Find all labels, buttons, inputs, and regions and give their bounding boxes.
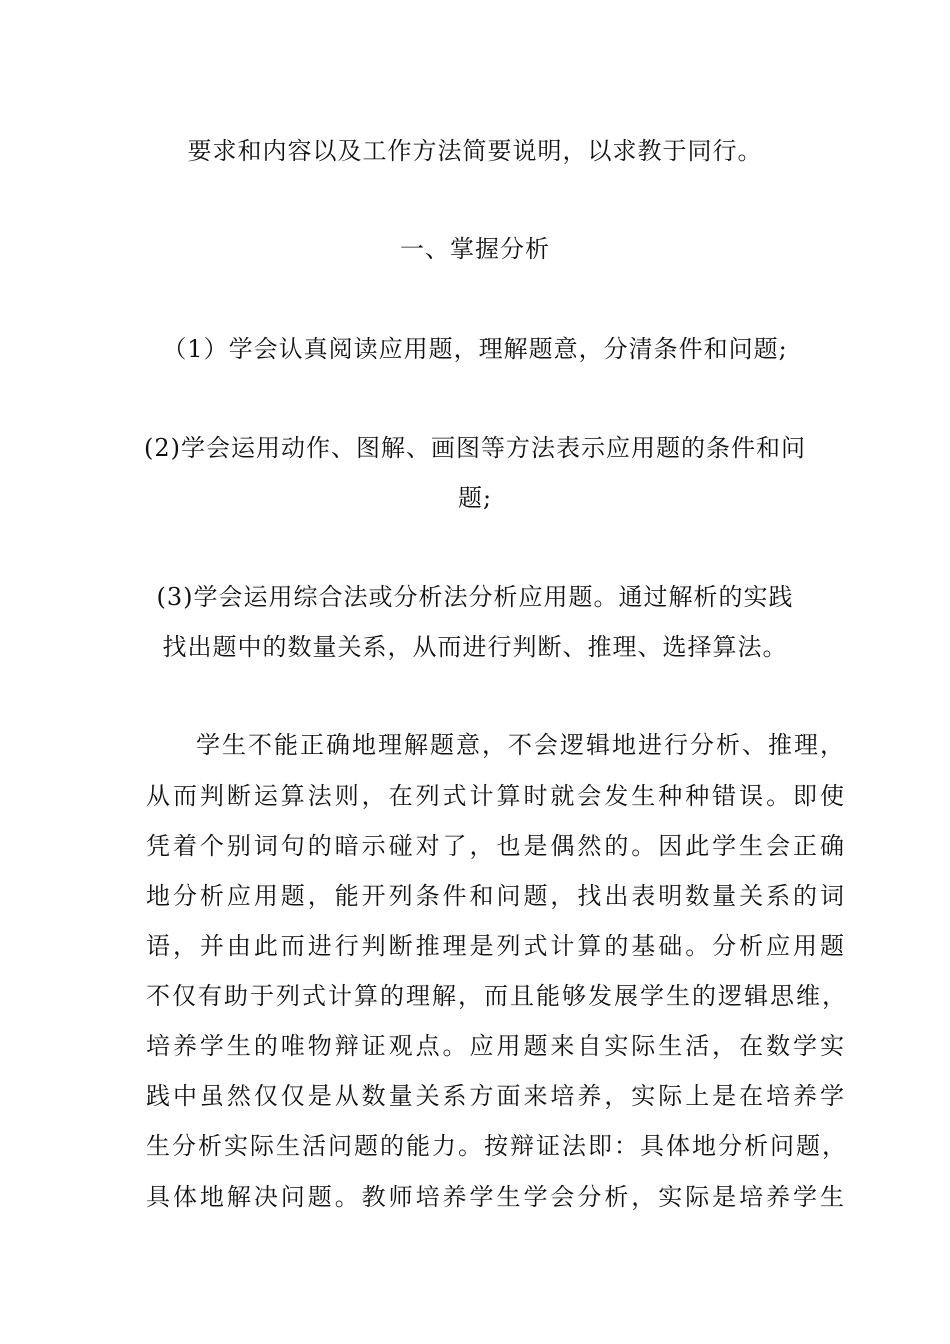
list-item-3-line-1: (3)学会运用综合法或分析法分析应用题。通过解析的实践: [156, 583, 794, 611]
list-item-1-line-1: （1）学会认真阅读应用题，理解题意，分清条件和问题;: [162, 335, 788, 363]
paragraph-line-5: 语，并由此而进行判断推理是列式计算的基础。分析应用题: [146, 932, 846, 960]
section-heading: 一、掌握分析: [400, 235, 550, 263]
list-item-2-line-1: (2)学会运用动作、图解、画图等方法表示应用题的条件和问: [144, 434, 806, 462]
paragraph-line-10: 具体地解决问题。教师培养学生学会分析，实际是培养学生: [146, 1183, 846, 1211]
paragraph-line-9: 生分析实际生活问题的能力。按辩证法即：具体地分析问题，: [146, 1132, 848, 1160]
list-item-3-line-2: 找出题中的数量关系，从而进行判断、推理、选择算法。: [162, 633, 788, 661]
paragraph-line-6: 不仅有助于列式计算的理解，而且能够发展学生的逻辑思维，: [146, 982, 848, 1010]
paragraph-line-4: 地分析应用题，能开列条件和问题，找出表明数量关系的词: [146, 882, 846, 910]
list-item-2-line-2: 题;: [457, 484, 493, 512]
paragraph-line-8: 践中虽然仅仅是从数量关系方面来培养，实际上是在培养学: [146, 1082, 846, 1110]
paragraph-line-7: 培养学生的唯物辩证观点。应用题来自实际生活，在数学实: [146, 1032, 846, 1060]
paragraph-line-3: 凭着个别词句的暗示碰对了，也是偶然的。因此学生会正确: [146, 832, 846, 860]
intro-line: 要求和内容以及工作方法简要说明，以求教于同行。: [187, 137, 763, 165]
paragraph-line-1: 学生不能正确地理解题意，不会逻辑地进行分析、推理，: [196, 731, 846, 759]
paragraph-line-2: 从而判断运算法则，在列式计算时就会发生种种错误。即使: [146, 782, 846, 810]
